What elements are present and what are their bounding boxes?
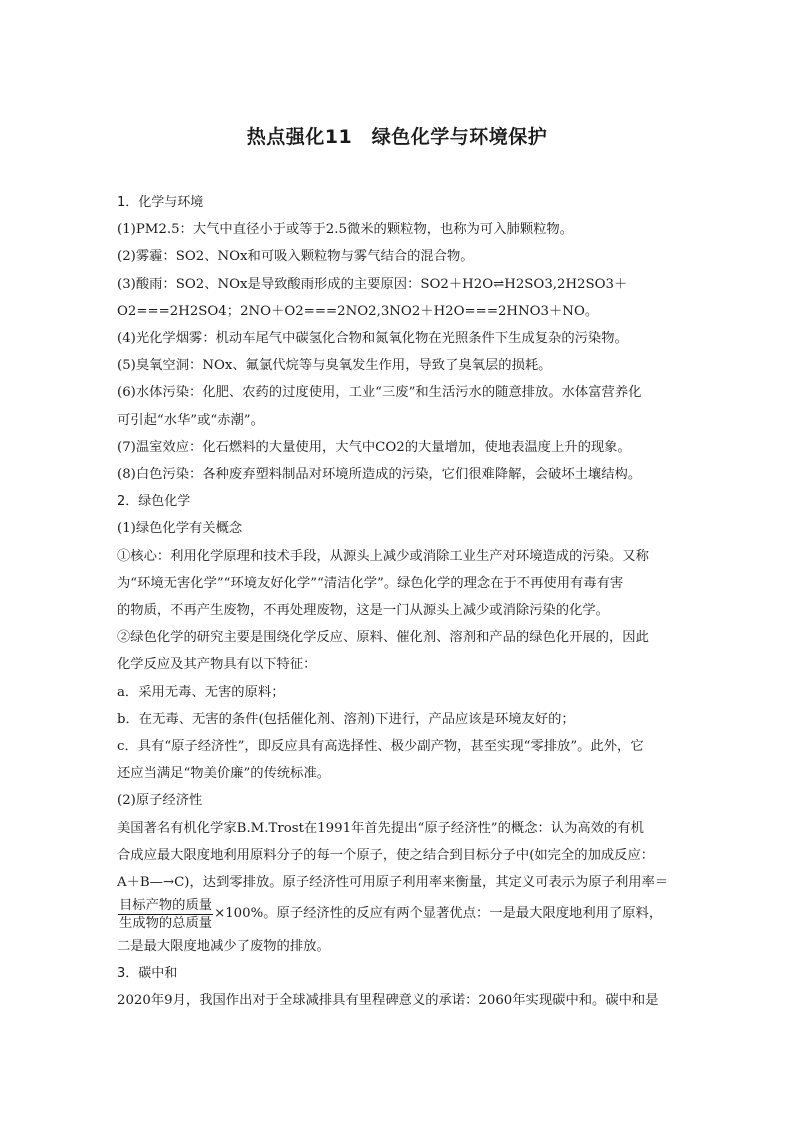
paragraph-line: 的物质，不再产生废物，不再处理废物，这是一门从源头上减少或消除污染的化学。 — [117, 603, 609, 619]
atom-utilization-fraction — [118, 897, 213, 932]
paragraph-line: (4)光化学烟雾：机动车尾气中碳氢化合物和氮氧化物在光照条件下生成复杂的污染物。 — [117, 331, 628, 347]
fraction-line — [117, 896, 679, 933]
paragraph-line: 化学反应及其产物具有以下特征： — [117, 657, 317, 673]
fraction-numerator: 目标产物的质量 — [119, 897, 213, 913]
paragraph-line: 美国著名有机化学家B.M.Trost在1991年首先提出“原子经济性”的概念：认为高效的有机 — [117, 820, 644, 836]
paragraph-line: ②绿色化学的研究主要是围绕化学反应、原料、催化剂、溶剂和产品的绿色化开展的，因此 — [117, 630, 649, 646]
page-title: 热点强化11 绿色化学与环境保护 — [246, 126, 548, 148]
section-heading: 2．绿色化学 — [117, 494, 191, 510]
paragraph-line: (6)水体污染：化肥、农药的过度使用，工业“三废”和生活污水的随意排放。水体富营养化 — [117, 385, 642, 401]
document-body — [117, 189, 679, 1014]
paragraph-line: (2)原子经济性 — [117, 793, 203, 809]
section-heading: 3．碳中和 — [117, 965, 178, 981]
paragraph-line: A＋B—→C)，达到零排放。原子经济性可用原子利用率来衡量，其定义可表示为原子利用率＝ — [117, 875, 669, 891]
paragraph-line: 为“环境无害化学”“环境友好化学”“清洁化学”。绿色化学的理念在于不再使用有毒有害 — [117, 575, 624, 591]
paragraph-line: 还应当满足“物美价廉”的传统标准。 — [117, 766, 331, 782]
fraction-denominator: 生成物的总质量 — [119, 915, 213, 931]
paragraph-line: (1)PM2.5：大气中直径小于或等于2.5微米的颗粒物，也称为可入肺颗粒物。 — [117, 222, 574, 238]
paragraph-line: (8)白色污染：各种废弃塑料制品对环境所造成的污染，它们很难降解，会破坏土壤结构。 — [117, 467, 642, 483]
paragraph-line: (7)温室效应：化石燃料的大量使用，大气中CO2的大量增加，使地表温度上升的现象。 — [117, 439, 631, 455]
paragraph-line: 可引起“水华”或“赤潮”。 — [117, 412, 264, 428]
paragraph-line: (1)绿色化学有关概念 — [117, 521, 243, 537]
fraction-line-text: ×100%。原子经济性的反应有两个显著优点：一是最大限度地利用了原料， — [214, 906, 663, 922]
paragraph-line: ①核心：利用化学原理和技术手段，从源头上减少或消除工业生产对环境造成的污染。又称 — [117, 548, 649, 564]
paragraph-line: O2===2H2SO4；2NO＋O2===2NO2,3NO2＋H2O===2HNO3＋NO。 — [117, 303, 599, 319]
section-heading: 1．化学与环境 — [117, 195, 204, 210]
paragraph-line: (3)酸雨：SO2、NOx是导致酸雨形成的主要原因：SO2＋H2O⇌H2SO3,2H2SO3＋ — [117, 276, 628, 292]
paragraph-line: b．在无毒、无害的条件(包括催化剂、溶剂)下进行，产品应该是环境友好的； — [117, 711, 575, 727]
paragraph-line: (5)臭氧空洞：NOx、氟氯代烷等与臭氧发生作用，导致了臭氧层的损耗。 — [117, 358, 552, 374]
paragraph-line: 合成应最大限度地利用原料分子的每一个原子，使之结合到目标分子中(如完全的加成反应： — [117, 847, 655, 863]
paragraph-line: a．采用无毒、无害的原料； — [117, 684, 285, 700]
paragraph-line: c．具有“原子经济性”，即反应具有高选择性、极少副产物，甚至实现“零排放”。此外，它 — [117, 739, 644, 755]
paragraph-line: 二是最大限度地减少了废物的排放。 — [117, 938, 330, 954]
paragraph-line: 2020年9月，我国作出对于全球减排具有里程碑意义的承诺：2060年实现碳中和。碳中和是 — [117, 993, 659, 1009]
paragraph-line: (2)雾霾：SO2、NOx和可吸入颗粒物与雾气结合的混合物。 — [117, 249, 474, 265]
